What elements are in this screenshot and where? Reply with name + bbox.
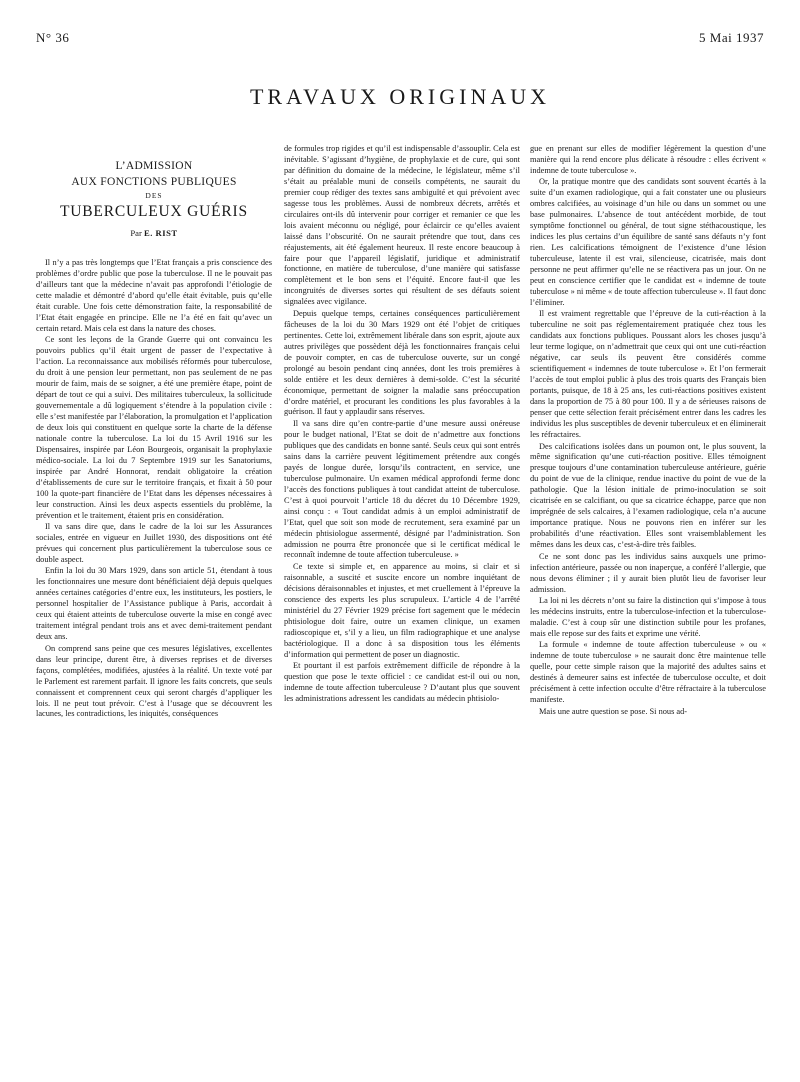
paragraph: Et pourtant il est parfois extrêmement difficile de répondre à la question que pose le texte officiel : ce candidat est-il oui ou non, indemne de toute affection tuberculeuse ? D’autant plus que souvent les administrations adressent les candidats au médecin phtisiolo- — [284, 661, 520, 704]
paragraph: La formule « indemne de toute affection tuberculeuse » ou « indemne de toute tuberculose » ne saurait donc être maintenue telle quelle, pour cette simple raison que la majorité des adultes sains et destinés à demeurer sains est infectée de tuberculose occulte, et doit précisément à cette infection occulte d’être réfractaire à la tuberculose manifeste. — [530, 640, 766, 705]
article-title-line-4: TUBERCULEUX GUÉRIS — [60, 203, 248, 220]
paragraph: de formules trop rigides et qu’il est indispensable d’assouplir. Cela est inévitable. S’agissant d’hygiène, de prophylaxie et de cure, qui sont par définition du domaine de la médecine, le législateur, même s’il s’était au préalable muni de conseils compétents, ne saurait du premier coup rédiger des textes sans ambiguïté et qui prévoient avec sagesse tous les problèmes. Aussi de nombreux décrets, arrêtés et circulaires ont-ils dû intervenir pour corriger et remanier ce que les lois avaient méconnu ou négligé, pour éclaircir ce qu’elles avaient laissé dans l’obscurité. On ne saurait prétendre que tout, dans ces réajustements, ait été également heureux. Il reste encore beaucoup à faire pour que l’appareil législatif, juridique et administratif fonctionne, en matière de tuberculose, d’une manière qui satisfasse complètement et le bon sens et l’équité. Encore faut-il que les incongruités de diverses sortes qui résultent de ses défauts soient signalées avec vigilance. — [284, 144, 520, 307]
paragraph: Depuis quelque temps, certaines conséquences particulièrement fâcheuses de la loi du 30 Mars 1929 ont été l’objet de critiques pertinentes. Cette loi, extrêmement libérale dans son esprit, ajoute aux autres privilèges que possèdent déjà les fonctionnaires français celui de pouvoir compter, en cas de tuberculose ouverte, sur un congé prolongé au besoin pendant cinq années, dont les trois premières à solde entière et les deux dernières à demi-solde. C’est la sécurité économique, permettant de soigner la maladie sans préoccupation d’ordre matériel, et procurant les conditions les plus favorables à la guérison. Il faut y applaudir sans réserves. — [284, 308, 520, 417]
paragraph: Il est vraiment regrettable que l’épreuve de la cuti-réaction à la tuberculine ne soit pas réglementairement pratiquée chez tous les candidats aux fonctions publiques. Poussant alors les choses jusqu’à leur terme logique, on n’admettrait que ceux qui ont une cuti-réaction négative, car seuls ils peuvent être considérés comme scientifiquement « indemnes de toute tuberculose ». Et l’on fermerait l’accès de tout emploi public à plus des trois quarts des Français bien portants, puisque, de 18 à 25 ans, les cuti-réactions positives existent dans la proportion de 75 à 80 pour 100. Il y a de sérieuses raisons de penser que cette sélection ferait précisément entrer dans les cadres les individus les plus susceptibles de devenir tuberculeux et en éliminerait les réfractaires. — [530, 309, 766, 439]
section-title: TRAVAUX ORIGINAUX — [249, 84, 551, 109]
paragraph: Mais une autre question se pose. Si nous ad- — [539, 706, 688, 716]
paragraph: Ce ne sont donc pas les individus sains auxquels une primo-infection antérieure, passée ou non inaperçue, a conféré l’allergie, que nous devons éliminer ; il y aurait bien plutôt lieu de favoriser leur admission. — [530, 551, 766, 594]
paragraph: gue en prenant sur elles de modifier légèrement la question d’une manière qui la rend encore plus délicate à résoudre : elles écrivent « indemne de toute tuberculose ». — [530, 144, 766, 175]
paragraph: Enfin la loi du 30 Mars 1929, dans son article 51, étendant à tous les fonctionnaires une mesure dont bénéficiaient déjà depuis quelques années certaines catégories d’entre eux, les instituteurs, les postiers, le personnel hospitalier de l’Assistance publique à Paris, accordait à ceux qui étaient atteints de tuberculose ouverte la mise en congé avec traitement intégral pendant trois ans et avec demi-traitement pendant deux ans. — [36, 566, 272, 642]
column-3 — [530, 144, 766, 1062]
byline-prefix: Par — [130, 228, 142, 238]
paragraph: La loi ni les décrets n’ont su faire la distinction qui s’impose à tous les médecins instruits, entre la tuberculose-infection et la tuberculose-maladie. C’est à coup sûr une distinction subtile pour les profanes, mais elle repose sur des faits et exprime une vérité. — [530, 596, 766, 638]
article-title-line-1: L’ADMISSION — [115, 160, 193, 172]
article-title-line-2: AUX FONCTIONS PUBLIQUES — [71, 176, 237, 188]
paragraph: Ce texte si simple et, en apparence au moins, si clair et si raisonnable, a suscité et suscite encore un nombre inquiétant de décisions déraisonnables et injustes, et met cruellement à l’épreuve la conscience des experts les plus scrupuleux. L’article 4 de l’arrêté ministériel du 27 Février 1929 précise fort sagement que le médecin phtisiologue doit faire, outre un examen clinique, un examen radioscopique et, s’il y a lieu, un film radiographique et une analyse bactériologique. Il a donc à sa disposition tous les éléments d’information qui permettent de poser un diagnostic. — [284, 562, 520, 659]
column-2 — [284, 144, 520, 1062]
author-name: E. RIST — [144, 228, 178, 238]
paragraph: Il va sans dire que, dans le cadre de la loi sur les Assurances sociales, entrée en vigueur en Juillet 1930, des dispositions ont été prévues qui concernent plus particulièrement la tuberculose sous ce double aspect. — [36, 522, 272, 564]
column-1 — [36, 158, 272, 1062]
byline — [36, 226, 272, 240]
paragraph: Des calcifications isolées dans un poumon ont, le plus souvent, la même signification qu’une cuti-réaction positive. Elles témoignent presque toujours d’une contamination tuberculeuse antérieure, guérie du point de vue de la clinique, rendue inactive du point de vue de la pathologie. Que la lésion initiale de primo-inoculation se soit cicatrisée en se calcifiant, ou que sa cicatrice échappe, parce que non imprégnée de sels calcaires, à l’examen radiologique, cela n’a aucune importance pratique. Nous ne pouvons rien en inférer sur les probabilités d’une réactivation. Elles sont vraisemblablement les mêmes dans les deux cas, c’est-à-dire très faibles. — [530, 441, 766, 550]
issue-date: 5 Mai 1937 — [699, 30, 764, 45]
article-title-line-3: DES — [145, 191, 163, 200]
paragraph: Or, la pratique montre que des candidats sont souvent écartés à la suite d’un examen radiologique, qui a fait constater une ou plusieurs ombres calcifiées, au voisinage d’un hile ou dans un sommet ou une base pulmonaires. L’absence de tout antécédent morbide, de tout symptôme fonctionnel ou général, de tout signe stéthacoustique, les indices les plus certains d’un équilibre de santé sans défauts n’y font rien. Les calcifications témoignent de l’existence d’une lésion tuberculeuse, latente il est vrai, silencieuse, cicatrisée, mais dont personne ne peut affirmer qu’elle ne se réactivera pas un jour. On ne peut en conscience certifier que le candidat est « indemne de toute tuberculose » ni même « de toute affection tuberculeuse ». Il faut donc l’éliminer. — [530, 177, 766, 307]
article-header — [36, 158, 272, 240]
paragraph: Ce sont les leçons de la Grande Guerre qui ont convaincu les pouvoirs publics qu’il était urgent de passer de l’expectative à l’action. La reconnaissance aux mobilisés réformés pour tuberculose, du droit à une pension leur permettant, non pas seulement de ne pas mourir de faim, mais de se soigner, a été une première étape, point de départ de tout ce qui a suivi. Des militaires tuberculeux, la sollicitude gouvernementale a dû logiquement s’étendre à la population civile : elle s’est manifestée par l’élaboration, la promulgation et l’application de deux lois qui constituent en quelque sorte la charte de la défense nationale contre la tuberculose. La loi du 15 Avril 1916 sur les Dispensaires, inspirée par Léon Bourgeois, organisait la prophylaxie médico-sociale. La loi du 7 Septembre 1919 sur les Sanatoriums, inspirée par André Honnorat, rendait obligatoire la création d’établissements de cure sur le territoire français, et fixait à 50 pour 100 la quote-part financière de l’Etat dans les dépenses nécessaires à leur construction. Ainsi les deux aspects essentiels du problème, la prévention et le traitement, étaient pris en considération. — [36, 335, 272, 520]
paragraph: Il va sans dire qu’en contre-partie d’une mesure aussi onéreuse pour le budget national, l’Etat se doit de n’admettre aux fonctions publiques que des candidats en bonne santé. Seuls ceux qui sont entrés sains dans la carrière peuvent légitimement prétendre aux congés payés de longue durée, lorsqu’ils contractent, en service, une tuberculose pulmonaire. Un examen médical approfondi ferme donc l’accès des fonctions publiques à tout candidat atteint de tuberculose. C’est à quoi pourvoit l’article 18 du décret du 10 Décembre 1929, ainsi conçu : « Tout candidat admis à un emploi administratif de l’Etat, quel que soit son mode de recrutement, sera examiné par un médecin phtisiologue assermenté, désigné par l’administration. Son admission ne pourra être prononcée que si le certificat médical le reconnaît indemne de toute affection tuberculeuse. » — [284, 419, 520, 560]
issue-number: N° 36 — [36, 30, 70, 45]
paragraph: Il n’y a pas très longtemps que l’Etat français a pris conscience des problèmes d’ordre public que pose la tuberculose. Il ne le pouvait pas d’ailleurs tant que la médecine n’avait pas approfondi l’étiologie de cette maladie et démontré d’abord qu’elle était évitable, puis qu’elle était curable. Une fois cette démonstration faite, la responsabilité de l’Etat était engagée en principe. Elle ne l’a été en fait qu’avec un certain retard. Mais cela est dans la nature des choses. — [36, 258, 272, 333]
paragraph: On comprend sans peine que ces mesures législatives, excellentes dans leur principe, durent être, à diverses reprises et de diverses façons, complétées, modifiées, ajustées à la réalité. Un texte voté par le Parlement est rarement parfait. Il ignore les faits concrets, que seuls connaissent et comprennent ceux qui seront chargés d’appliquer les lois. Il ne peut tout prévoir. C’est à l’usage que se découvrent les lacunes, les contradictions, les iniquités, conséquences — [36, 643, 272, 719]
